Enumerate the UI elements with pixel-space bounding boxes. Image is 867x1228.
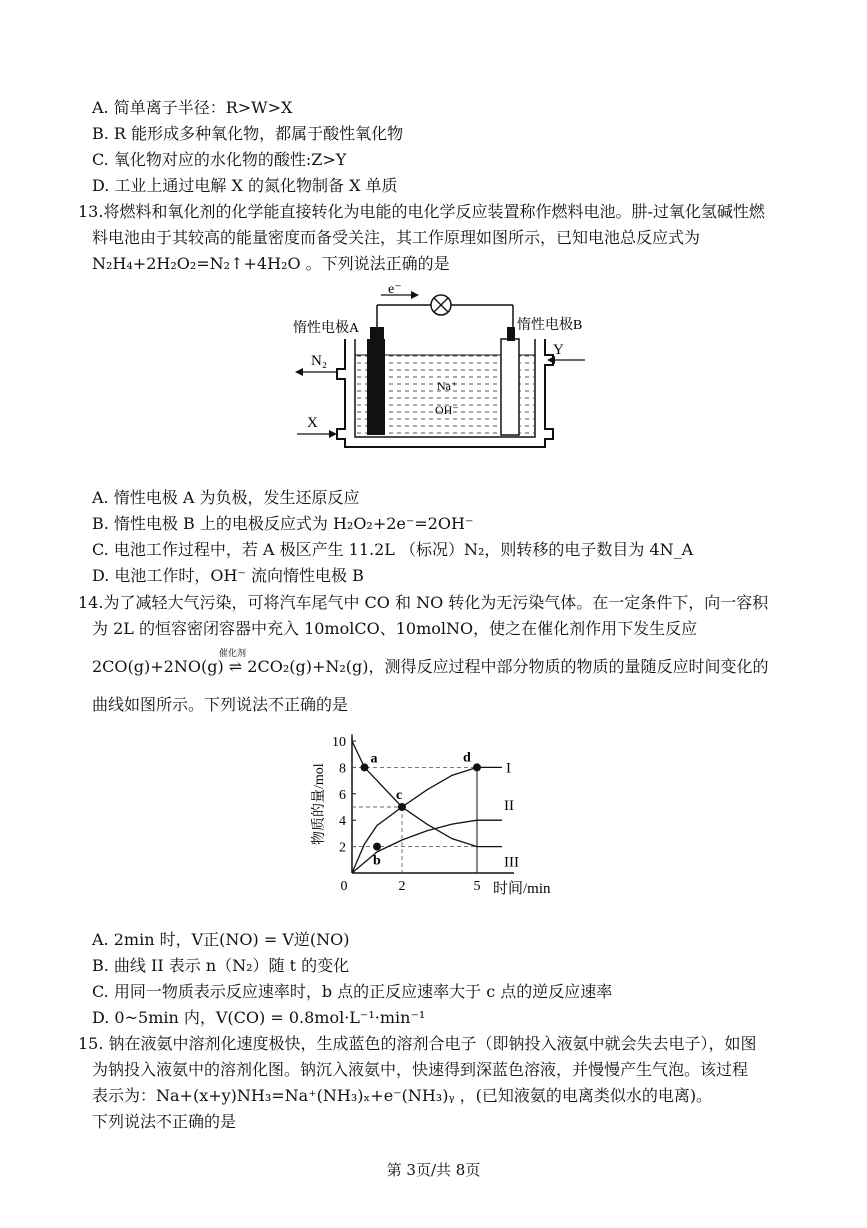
q15-line3: 表示为：Na+(x+y)NH₃=Na⁺(NH₃)ₓ+e⁻(NH₃)ᵧ ，(已知液氨的电离类似水的电离)。 xyxy=(92,1086,713,1105)
y-tick-label: 4 xyxy=(339,814,346,830)
ion-oh: OH⁻ xyxy=(435,403,459,417)
q14-option-d: D. 0~5min 内，V(CO) = 0.8mol·L⁻¹·min⁻¹ xyxy=(92,1008,426,1027)
q13-stem-line1: 13.将燃料和氧化剂的化学能直接转化为电能的电化学反应装置称作燃料电池。肼-过氧化氢碱性燃 xyxy=(78,202,765,221)
reaction-chart xyxy=(305,728,575,900)
electrode-a-label: 惰性电极A xyxy=(293,321,360,336)
electrode-b xyxy=(501,339,519,435)
electrode-a xyxy=(367,339,385,435)
fuel-cell-diagram xyxy=(285,282,583,455)
point-label-a: a xyxy=(370,751,378,767)
x-tick-label: 5 xyxy=(473,879,481,894)
q13-option-c: C. 电池工作过程中，若 A 极区产生 11.2L （标况）N₂，则转移的电子数目为 4N_A xyxy=(92,540,694,559)
q14-stem-line4: 曲线如图所示。下列说法不正确的是 xyxy=(92,695,349,714)
x-axis-label: 时间/min xyxy=(493,881,551,897)
point-a xyxy=(361,763,369,771)
q13-option-d: D. 电池工作时，OH⁻ 流向惰性电极 B xyxy=(92,566,364,585)
x-in-arrow-icon xyxy=(297,430,337,438)
series-label-I: I xyxy=(506,760,511,777)
q14-option-a: A. 2min 时，V正(NO) = V逆(NO) xyxy=(92,930,350,949)
q15-line2: 为钠投入液氨中的溶剂化图。钠沉入液氨中，快速得到深蓝色溶液，并慢慢产生气泡。该过程 xyxy=(92,1060,749,1079)
point-label-b: b xyxy=(373,853,381,869)
q15-line1: 15. 钠在液氨中溶剂化速度极快，生成蓝色的溶剂合电子（即钠投入液氨中就会失去电子），如图 xyxy=(78,1034,757,1053)
q13-stem-line3: N₂H₄+2H₂O₂=N₂↑+4H₂O 。下列说法正确的是 xyxy=(92,254,450,273)
q14-stem-tail: ，测得反应过程中部分物质的物质的量随反应时间变化的 xyxy=(368,657,769,676)
lamp-icon xyxy=(431,295,451,315)
page-footer: 第 3页/共 8页 xyxy=(386,1161,481,1179)
n2-label: N₂ xyxy=(311,353,328,369)
point-b xyxy=(373,843,381,851)
catalyst-label: 催化剂 xyxy=(219,649,247,659)
point-c xyxy=(398,803,406,811)
n2-out-arrow-icon xyxy=(295,368,337,376)
x-tick-label: 2 xyxy=(398,879,406,894)
y-tick-label: 6 xyxy=(339,787,346,803)
q14-equation: 2CO(g)+2NO(g) ⇌ 2CO₂(g)+N₂(g) xyxy=(92,657,369,676)
q14-option-b: B. 曲线 II 表示 n（N₂）随 t 的变化 xyxy=(92,956,350,975)
y-tick-label: 10 xyxy=(332,735,346,750)
y-tick-label: 2 xyxy=(339,840,346,856)
point-d xyxy=(473,763,481,771)
y-axis-label: 物质的量/mol xyxy=(312,763,327,845)
q14-stem-line2: 为 2L 的恒容密闭容器中充入 10molCO、10molNO，使之在催化剂作用下发生反应 xyxy=(92,619,698,638)
q12-option-c: C. 氧化物对应的水化物的酸性:Z>Y xyxy=(92,150,347,169)
y-tick-label: 8 xyxy=(339,761,346,777)
q14-option-c: C. 用同一物质表示反应速率时，b 点的正反应速率大于 c 点的逆反应速率 xyxy=(92,982,613,1001)
x-label: X xyxy=(307,415,318,431)
q14-stem-line3 xyxy=(92,649,769,678)
q13-stem-line2: 料电池由于其较高的能量密度而备受关注，其工作原理如图所示，已知电池总反应式为 xyxy=(92,228,701,247)
q12-option-b: B. R 能形成多种氧化物，都属于酸性氧化物 xyxy=(92,124,404,143)
x-tick-label: 0 xyxy=(340,879,348,894)
electrode-b-label: 惰性电极B xyxy=(517,318,583,333)
q13-option-a: A. 惰性电极 A 为负极，发生还原反应 xyxy=(92,488,360,507)
q12-option-d: D. 工业上通过电解 X 的氮化物制备 X 单质 xyxy=(92,176,398,195)
point-label-c: c xyxy=(396,788,403,803)
series-label-III: III xyxy=(504,854,519,871)
series-label-II: II xyxy=(504,798,514,815)
q15-line4: 下列说法不正确的是 xyxy=(92,1112,237,1131)
q13-option-b: B. 惰性电极 B 上的电极反应式为 H₂O₂+2e⁻=2OH⁻ xyxy=(92,514,474,533)
electron-label: e⁻ xyxy=(388,282,402,297)
y-label: Y xyxy=(553,342,564,358)
point-label-d: d xyxy=(463,750,471,766)
ion-na: Na⁺ xyxy=(437,379,458,393)
q12-option-a: A. 简单离子半径：R>W>X xyxy=(92,98,293,117)
q14-stem-line1: 14.为了减轻大气污染，可将汽车尾气中 CO 和 NO 转化为无污染气体。在一定条件下，向一容积 xyxy=(78,593,769,612)
